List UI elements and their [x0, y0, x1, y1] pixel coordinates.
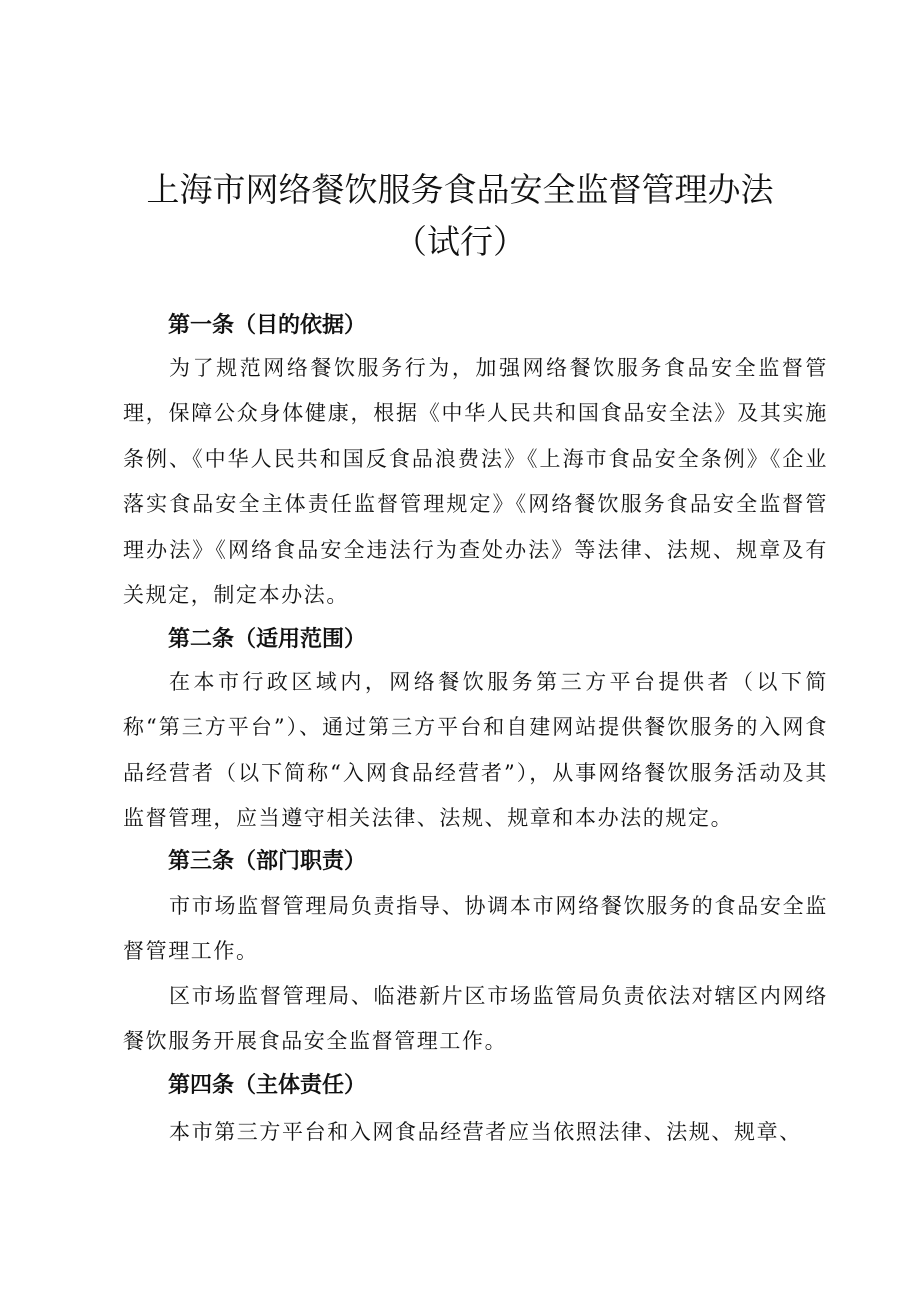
article-2-heading: 第二条（适用范围） — [168, 627, 367, 652]
article-1-heading: 第一条（目的依据） — [168, 313, 367, 338]
article-4-heading: 第四条（主体责任） — [168, 1073, 367, 1098]
article-3-heading: 第三条（部门职责） — [168, 849, 367, 874]
article-3-paragraph-2: 区市场监督管理局、临港新片区市场监管局负责依法对辖区内网络餐饮服务开展食品安全监督管理工作。 — [123, 984, 828, 1054]
article-1-paragraph-1: 为了规范网络餐饮服务行为，加强网络餐饮服务食品安全监督管理，保障公众身体健康，根据《中华人民共和国食品安全法》及其实施条例、《中华人民共和国反食品浪费法》《上海市食品安全条例》《企业落实食品安全主体责任监督管理规定》《网络餐饮服务食品安全监督管理办法》《网络食品安全违法行为查处办法》等法律、法规、规章及有关规定，制定本办法。 — [123, 356, 828, 608]
document-title: 上海市网络餐饮服务食品安全监督管理办法 — [146, 170, 774, 209]
article-4-paragraph-1: 本市第三方平台和入网食品经营者应当依照法律、法规、规章、 — [169, 1120, 802, 1144]
article-3-paragraph-1: 市市场监督管理局负责指导、协调本市网络餐饮服务的食品安全监督管理工作。 — [123, 894, 828, 964]
document-subtitle: （试行） — [394, 222, 526, 261]
article-2-paragraph-1: 在本市行政区域内，网络餐饮服务第三方平台提供者（以下简称“第三方平台”）、通过第三方平台和自建网站提供餐饮服务的入网食品经营者（以下简称“入网食品经营者”），从事网络餐饮服务活动及其监督管理，应当遵守相关法律、法规、规章和本办法的规定。 — [123, 670, 828, 831]
